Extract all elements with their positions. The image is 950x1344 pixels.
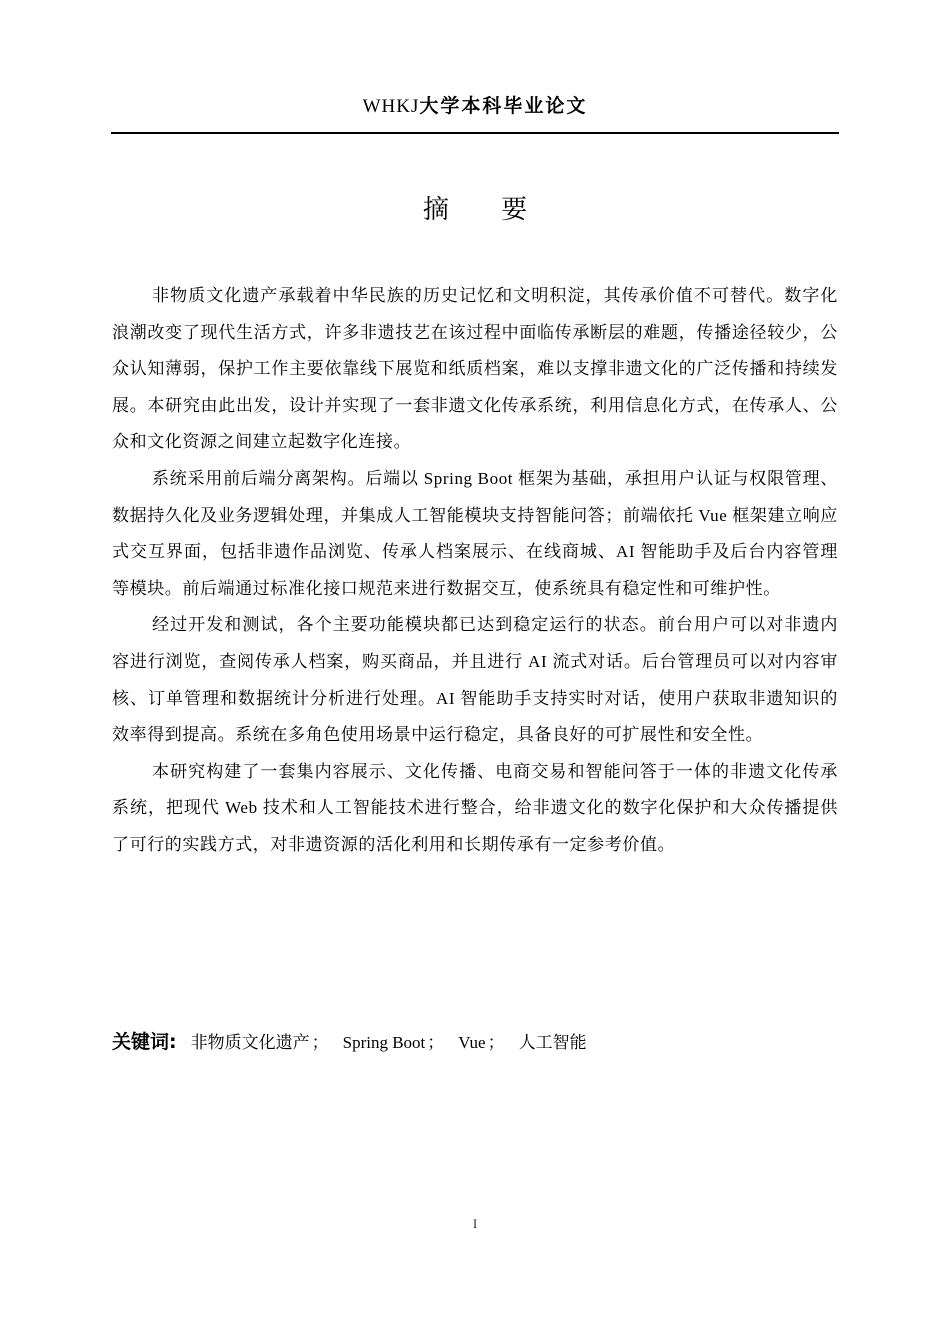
abstract-heading: 摘 要 <box>422 195 550 225</box>
keyword-item: Spring Boot <box>342 1033 426 1052</box>
abstract-body <box>112 278 838 864</box>
keyword-separator: ； <box>427 1033 445 1052</box>
keyword-item: 人工智能 <box>518 1033 587 1052</box>
page-number: I <box>472 1216 478 1231</box>
thesis-type-title: 大学本科毕业论文 <box>419 95 588 117</box>
header-divider <box>111 132 839 134</box>
keyword-item: 非物质文化遗产 <box>190 1033 310 1052</box>
keyword-separator: ； <box>311 1033 329 1052</box>
abstract-paragraph: 经过开发和测试，各个主要功能模块都已达到稳定运行的状态。前台用户可以对非遗内容进行浏览，查阅传承人档案，购买商品，并且进行 AI 流式对话。后台管理员可以对内容审核、订单管理和数据统计分析进行处理。AI 智能助手支持实时对话，使用户获取非遗知识的效率得到提高。系统在多角色使用场景中运行稳定，具备良好的可扩展性和安全性。 <box>112 615 838 745</box>
keyword-item: Vue <box>458 1033 486 1052</box>
keywords-line <box>112 1024 838 1061</box>
keywords-label: 关键词: <box>112 1031 177 1053</box>
school-code: WHKJ <box>362 96 420 117</box>
abstract-paragraph: 系统采用前后端分离架构。后端以 Spring Boot 框架为基础，承担用户认证与权限管理、数据持久化及业务逻辑处理，并集成人工智能模块支持智能问答；前端依托 Vue 框架建立响应式交互界面，包括非遗作品浏览、传承人档案展示、在线商城、AI 智能助手及后台内容管理等模块。前后端通过标准化接口规范来进行数据交互，使系统具有稳定性和可维护性。 <box>112 468 838 598</box>
abstract-paragraph: 非物质文化遗产承载着中华民族的历史记忆和文明积淀，其传承价值不可替代。数字化浪潮改变了现代生活方式，许多非遗技艺在该过程中面临传承断层的难题，传播途径较少，公众认知薄弱，保护工作主要依靠线下展览和纸质档案，难以支撑非遗文化的广泛传播和持续发展。本研究由此出发，设计并实现了一套非遗文化传承系统，利用信息化方式，在传承人、公众和文化资源之间建立起数字化连接。 <box>112 286 838 452</box>
page-header <box>0 90 950 123</box>
abstract-paragraph: 本研究构建了一套集内容展示、文化传播、电商交易和智能问答于一体的非遗文化传承系统，把现代 Web 技术和人工智能技术进行整合，给非遗文化的数字化保护和大众传播提供了可行的实践方式，对非遗资源的活化利用和长期传承有一定参考价值。 <box>112 761 838 854</box>
keyword-separator: ； <box>487 1033 505 1052</box>
